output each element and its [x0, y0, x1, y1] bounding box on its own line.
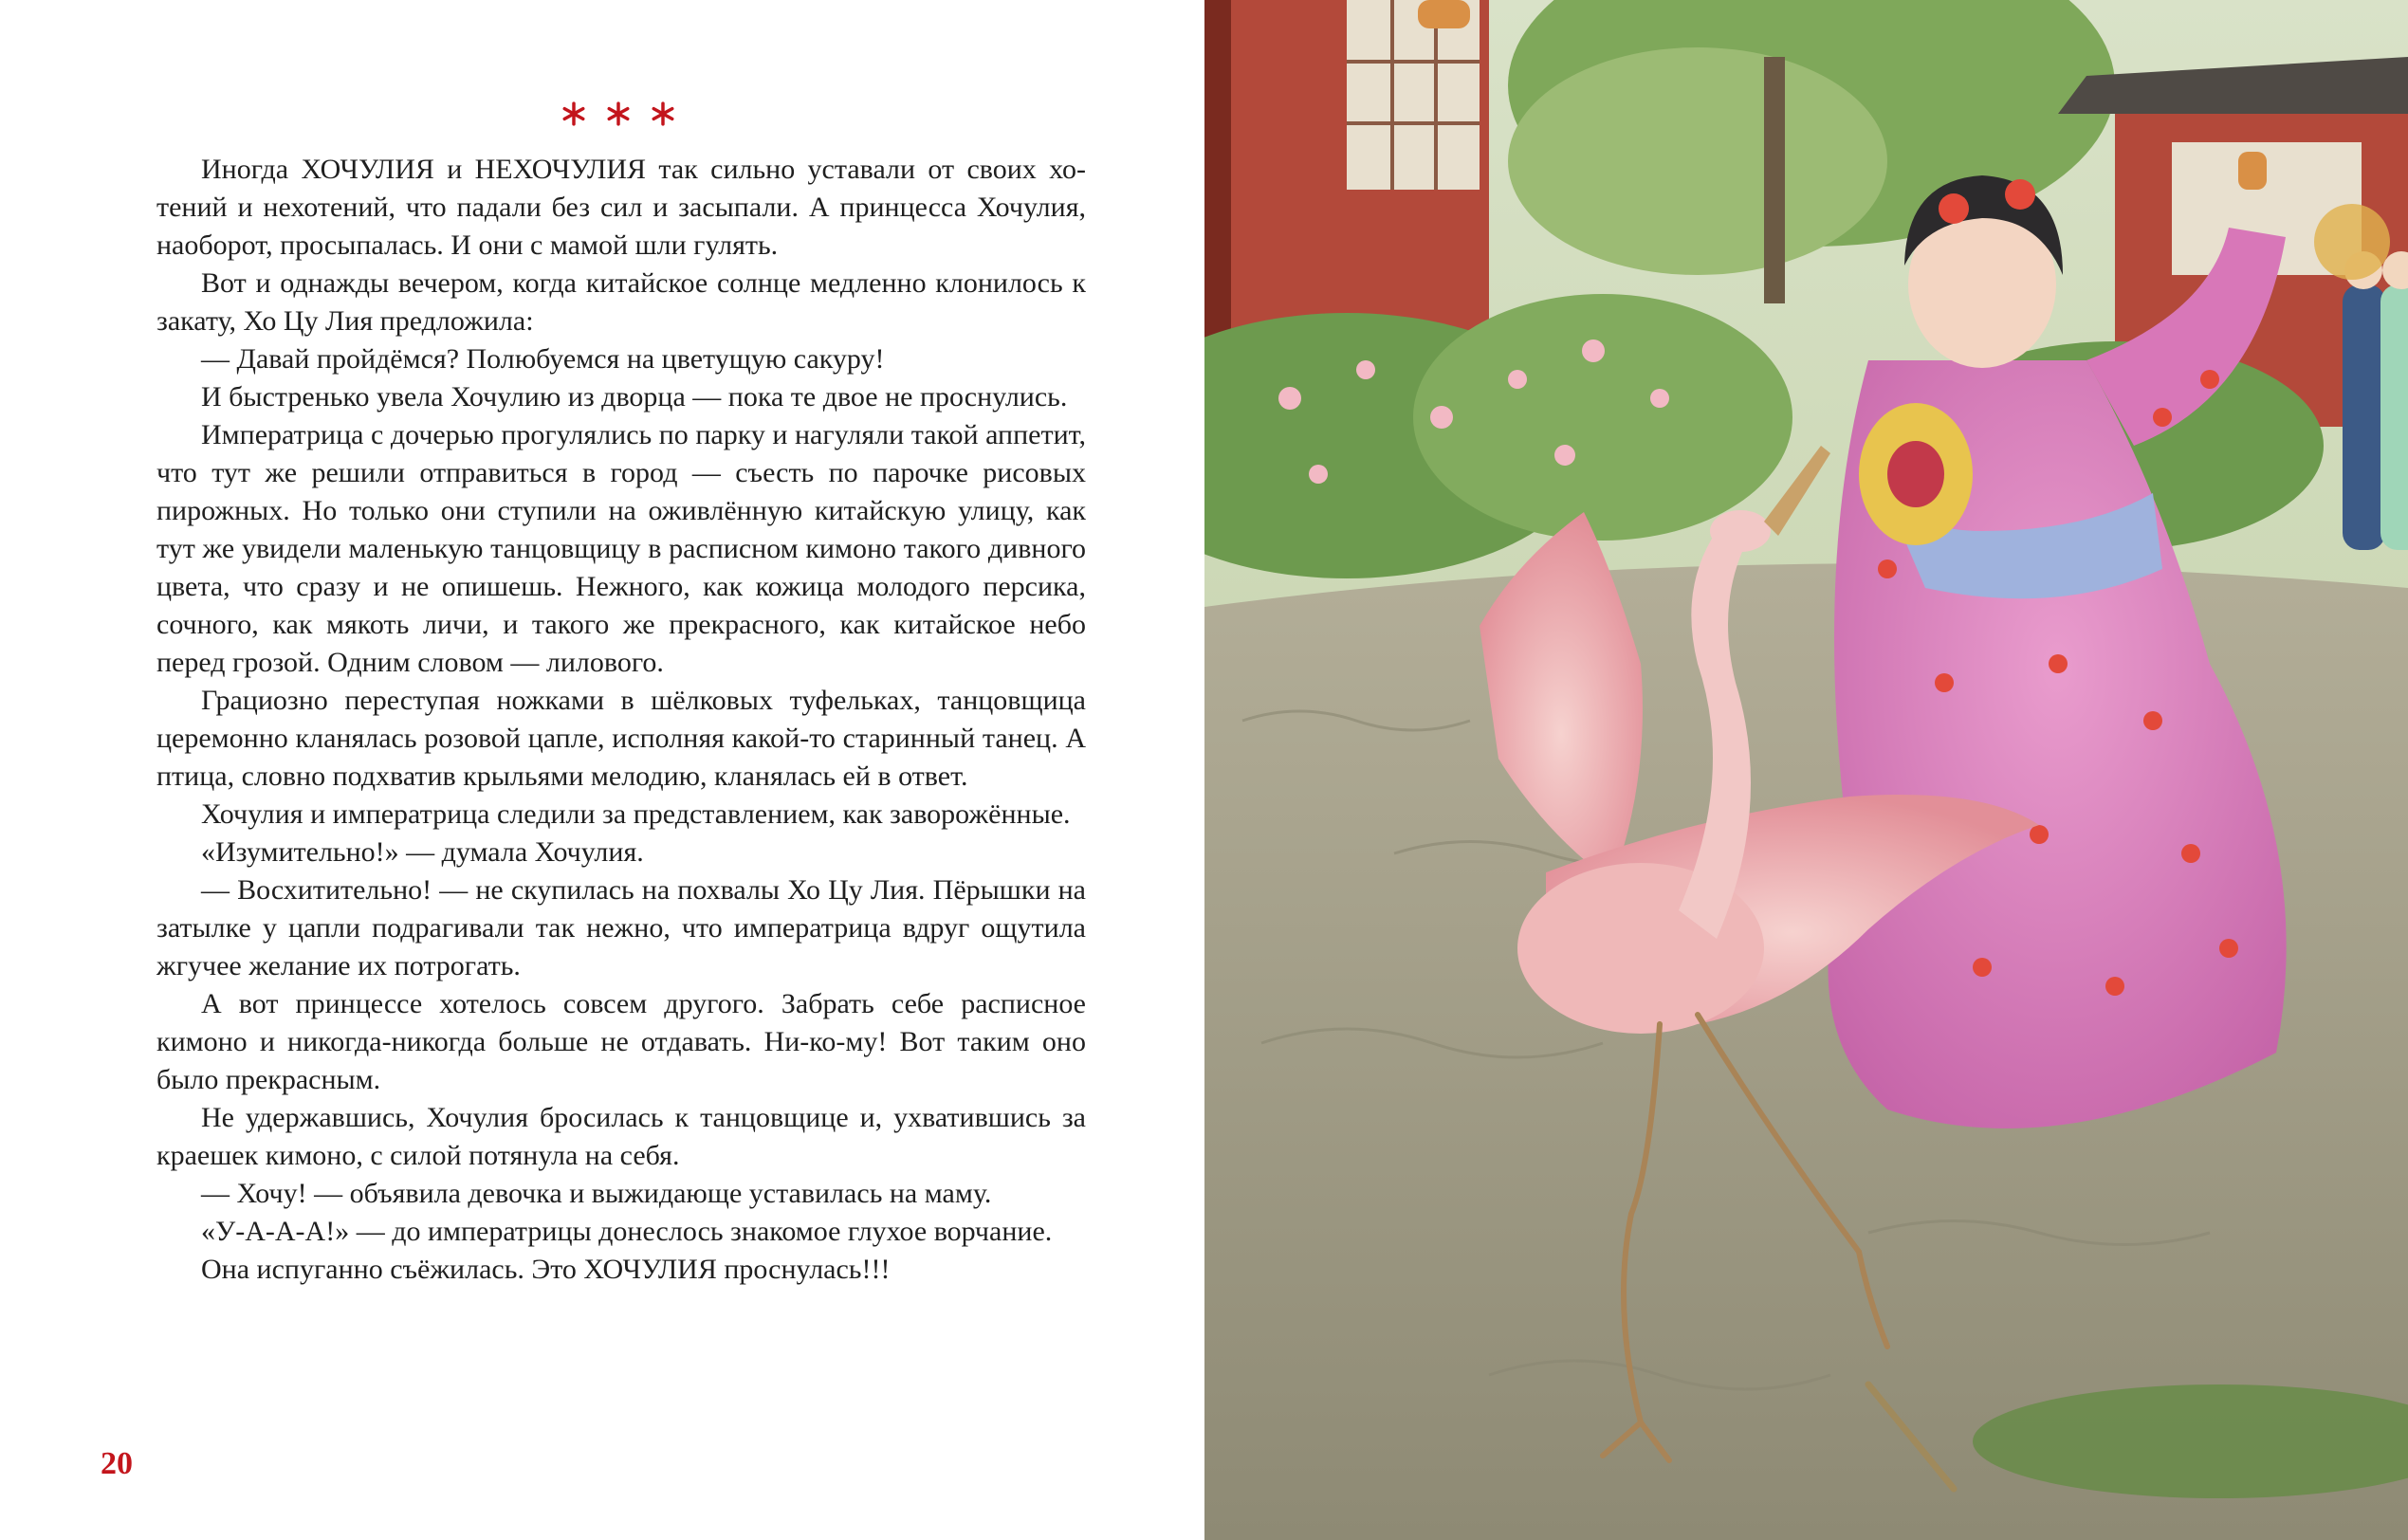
- paragraph: — Восхитительно! — не скупилась на похвалы Хо Цу Лия. Пёрышки на затылке у цапли подрагивали так нежно, что императрица вдруг ощутила жгучее желание их потрогать.: [156, 874, 1086, 981]
- page-number: 20: [101, 1446, 133, 1481]
- section-ornament: [561, 95, 675, 133]
- paragraph: Иногда ХОЧУЛИЯ и НЕХОЧУЛИЯ так сильно уставали от своих хотений и нехотений, что падали без сил и засыпали. А принцесса Хочулия, наоборот, просыпалась. И они с мамой шли гулять.: [156, 154, 1086, 261]
- paragraph: «У-А-А-А!» — до императрицы донеслось знакомое глухое ворчание.: [201, 1216, 1053, 1247]
- paragraph: Императрица с дочерью прогулялись по парку и нагуляли такой аппетит, что тут же решили отправиться в город — съесть по парочке рисовых пирожных. Но только они ступили на оживлённую китайскую улицу, как тут же увидели маленькую танцовщицу в расписном кимоно такого дивного цвета, что сразу и не опишешь. Нежного, как кожица молодого персика, сочного, как мякоть личи, и такого же прекрасного, как китайское небо перед грозой. Одним словом — лилового.: [156, 419, 1086, 678]
- paragraph: — Давай пройдёмся? Полюбуемся на цветущую сакуру!: [201, 343, 885, 375]
- paragraph: Не удержавшись, Хочулия бросилась к танцовщице и, ухватившись за краешек кимоно, с силой потянула на себя.: [156, 1102, 1086, 1171]
- paragraph: Хочулия и императрица следили за представлением, как заворожённые.: [201, 798, 1071, 830]
- story-text: [156, 151, 1086, 1289]
- paragraph: — Хочу! — объявила девочка и выжидающе уставилась на маму.: [201, 1178, 992, 1209]
- paragraph: «Изумительно!» — думала Хочулия.: [201, 836, 644, 868]
- paragraph: И быстренько увела Хочулию из дворца — пока те двое не проснулись.: [201, 381, 1068, 412]
- illustration-panel: [1204, 0, 2408, 1540]
- asterisk-ornament-icon: [606, 101, 631, 126]
- paragraph: Грациозно переступая ножками в шёлковых туфельках, танцовщица церемонно кланялась розовой цапле, исполняя какой-то старинный танец. А птица, словно подхватив крыльями мелодию, кланялась ей в ответ.: [156, 685, 1086, 792]
- paragraph: А вот принцессе хотелось совсем другого. Забрать себе расписное кимоно и никогда-никогда больше не отдавать. Ни-ко-му! Вот таким оно было прекрасным.: [156, 988, 1086, 1095]
- paragraph: Она испуганно съёжилась. Это ХОЧУЛИЯ проснулась!!!: [201, 1254, 891, 1285]
- asterisk-ornament-icon: [561, 101, 586, 126]
- paragraph: Вот и однажды вечером, когда китайское солнце медленно клонилось к закату, Хо Цу Лия предложила:: [156, 267, 1086, 337]
- watercolor-illustration-icon: [1204, 0, 2408, 1540]
- asterisk-ornament-icon: [651, 101, 675, 126]
